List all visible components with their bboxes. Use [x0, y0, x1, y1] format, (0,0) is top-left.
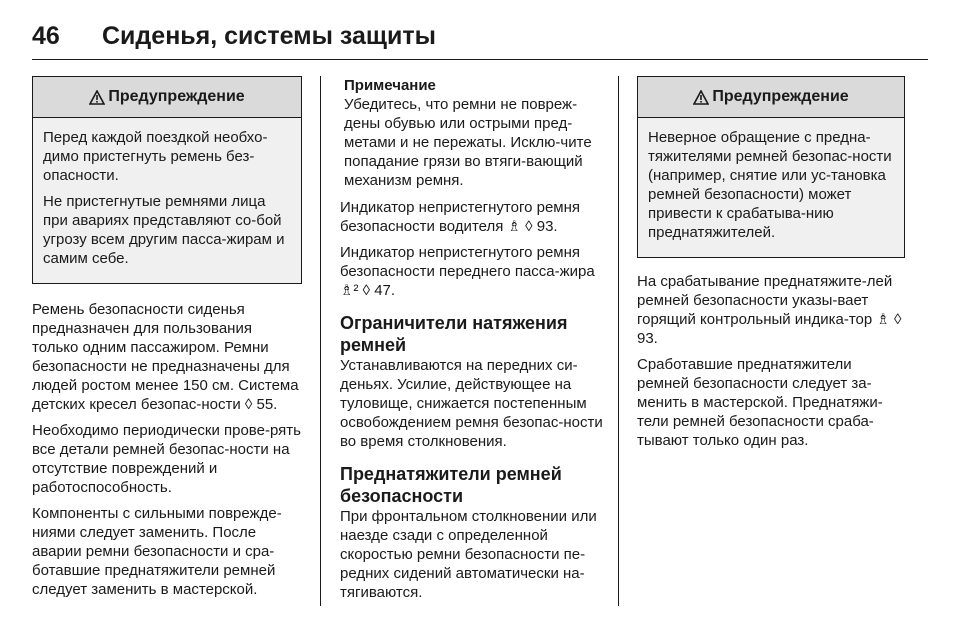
- body-paragraph: Компоненты с сильными поврежде-ниями следует заменить. После аварии ремни безопасности и сра-ботавшие преднатяжители ремней следует заменить в мастерской.: [32, 505, 282, 598]
- warning-text: Перед каждой поездкой необхо-димо пристегнуть ремень без-опасности.: [43, 129, 268, 184]
- warning-header: [638, 77, 904, 118]
- warning-text: Не пристегнутые ремнями лица при авариях представляют со-бой угрозу всем другим пасса-жирам и самим себе.: [43, 193, 285, 267]
- body-paragraph: Устанавливаются на передних си-деньях. Усилие, действующее на туловище, снижается постепенным освобождением ремня безопас-ности во время столкновения.: [340, 357, 603, 450]
- column-divider: [320, 76, 321, 606]
- body-paragraph: Индикатор непристегнутого ремня безопасности переднего пасса-жира ♗² ◊ 47.: [340, 244, 595, 299]
- warning-box: [32, 76, 302, 284]
- warning-triangle-icon: [693, 90, 709, 105]
- body-paragraph: Сработавшие преднатяжители ремней безопасности следует за-менить в мастерской. Преднатяжи-тели ремней безопасности сраба-тывают только один раз.: [637, 356, 883, 449]
- section-heading: Ограничители натяжения ремней: [340, 313, 568, 355]
- body-paragraph: На срабатывание преднатяжите-лей ремней безопасности указы-вает горящий контрольный индика-тор ♗ ◊ 93.: [637, 273, 902, 347]
- note-block: [340, 76, 608, 190]
- column-left: [32, 76, 302, 606]
- column-middle: [340, 76, 608, 609]
- body-paragraph: Индикатор непристегнутого ремня безопасности водителя ♗ ◊ 93.: [340, 199, 581, 235]
- body-paragraph: Ремень безопасности сиденья предназначен для пользования только одним пассажиром. Ремни безопасности не предназначены для людей ростом менее 150 см. Система детских кресел безопас-ности ◊ 55.: [32, 301, 299, 413]
- warning-header: [33, 77, 301, 118]
- header-divider: [32, 59, 928, 60]
- section-heading: Преднатяжители ремней безопасности: [340, 464, 562, 506]
- note-title: Примечание: [344, 77, 436, 94]
- body-paragraph: При фронтальном столкновении или наезде сзади с определенной скоростью ремни безопасности пе-редних сидений автоматически на-тягиваются.: [340, 508, 597, 601]
- page-header: [32, 16, 436, 56]
- page-title: Сиденья, системы защиты: [102, 21, 436, 50]
- page-number: 46: [32, 21, 60, 50]
- warning-triangle-icon: [89, 90, 105, 105]
- warning-title: Предупреждение: [712, 88, 849, 105]
- note-text: Убедитесь, что ремни не повреж-дены обувью или острыми пред-метами и не пережаты. Исклю-чите попадание грязи во втяги-вающий механизм ремня.: [344, 96, 592, 189]
- warning-title: Предупреждение: [108, 88, 245, 105]
- body-paragraph: Необходимо периодически прове-рять все детали ремней безопас-ности на отсутствие повреждений и работоспособность.: [32, 422, 301, 496]
- warning-text: Неверное обращение с предна-тяжителями ремней безопас-ности (например, снятие или ус-тановка ремней безопасности) может привести к срабатыва-нию преднатяжителей.: [648, 129, 892, 241]
- column-divider: [618, 76, 619, 606]
- warning-box: [637, 76, 905, 258]
- column-right: [637, 76, 905, 457]
